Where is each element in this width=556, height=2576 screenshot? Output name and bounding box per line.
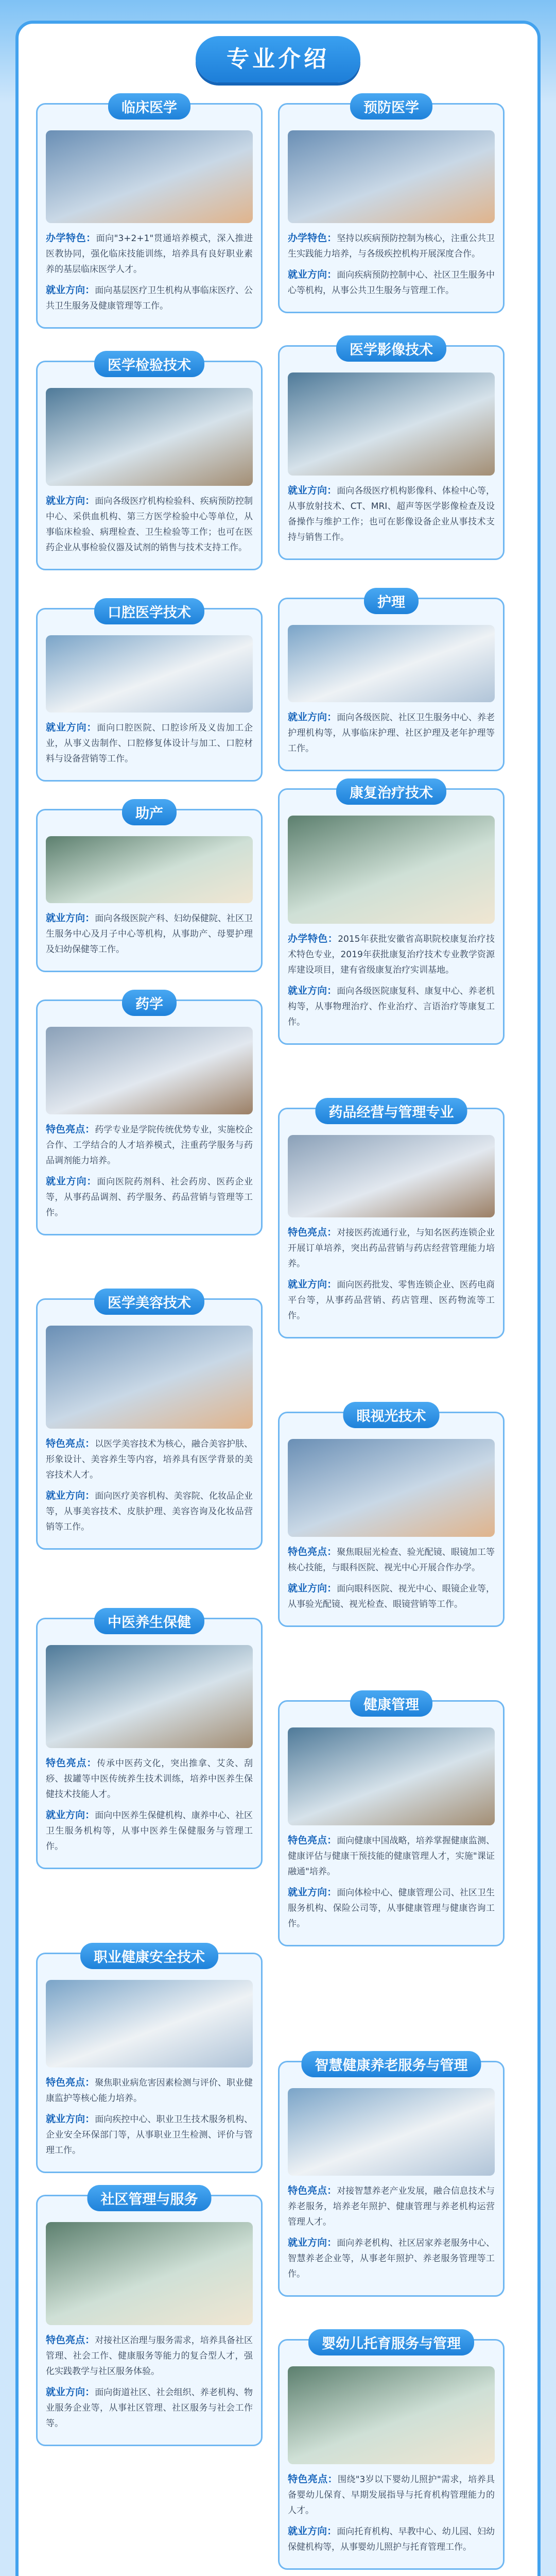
page-title: 专业介绍	[196, 36, 360, 82]
major-paragraph	[288, 1885, 495, 1931]
paragraph-text: 面向各级医疗机构检验科、疾病预防控制中心、采供血机构、第三方医学检验中心等单位，从事临床检验、病理检查、卫生检验等工作；也可在医药企业从事检验仪器及试剂的销售与技术支持工作。	[46, 496, 253, 553]
paragraph-heading: 就业方向：	[46, 1490, 95, 1501]
major-photo	[288, 130, 495, 223]
major-paragraph	[46, 1436, 253, 1483]
major-card	[278, 2336, 505, 2570]
paragraph-text: 面向各级医院产科、妇幼保健院、社区卫生服务中心及月子中心等机构，从事助产、母婴护理及妇幼保健等工作。	[46, 913, 253, 955]
paragraph-heading: 就业方向：	[288, 485, 337, 496]
major-card	[278, 1697, 505, 1946]
paragraph-text: 面向口腔医院、口腔诊所及义齿加工企业，从事义齿制作、口腔修复体设计与加工、口腔材料与设备营销等工作。	[46, 723, 253, 764]
major-card	[36, 806, 263, 972]
major-paragraph	[288, 983, 495, 1030]
major-photo	[288, 2366, 495, 2464]
paragraph-heading: 特色亮点：	[46, 1124, 95, 1135]
major-paragraph	[288, 1225, 495, 1272]
major-photo	[46, 388, 253, 486]
major-paragraph	[46, 1807, 253, 1854]
major-paragraph	[288, 1833, 495, 1879]
major-card	[278, 1409, 505, 1627]
major-photo	[288, 816, 495, 924]
major-card	[36, 100, 263, 329]
paragraph-text: 聚焦职业病危害因素检测与评价、职业健康监护等核心能力培养。	[46, 2078, 253, 2104]
major-title: 婴幼儿托育服务与管理	[308, 2329, 474, 2355]
paragraph-text: 面向体检中心、健康管理公司、社区卫生服务机构、保险公司等，从事健康管理与健康咨询工作。	[288, 1888, 495, 1929]
major-card	[36, 1950, 263, 2173]
major-photo	[46, 635, 253, 713]
paragraph-text: 对接医药流通行业，与知名医药连锁企业开展订单培养，突出药品营销与药店经营管理能力培养。	[288, 1228, 495, 1269]
major-card	[36, 2192, 263, 2446]
paragraph-heading: 就业方向：	[288, 269, 337, 280]
paragraph-heading: 就业方向：	[288, 1583, 337, 1594]
paragraph-text: 面向医院药剂科、社会药房、医药企业等，从事药品调剂、药学服务、药品营销与管理等工作。	[46, 1177, 253, 1218]
paragraph-heading: 就业方向：	[288, 2237, 337, 2248]
paragraph-text: 面向医疗美容机构、美容院、化妆品企业等，从事美容技术、皮肤护理、美容咨询及化妆品营销等工作。	[46, 1491, 253, 1532]
paragraph-heading: 办学特色：	[46, 232, 96, 244]
paragraph-text: 坚持以疾病预防控制为核心，注重公共卫生实践能力培养，与各级疾控机构开展深度合作。	[288, 233, 495, 259]
paragraph-heading: 办学特色：	[288, 933, 338, 944]
major-title: 预防医学	[350, 93, 432, 120]
major-photo	[46, 1980, 253, 2067]
major-title: 临床医学	[108, 93, 190, 120]
paragraph-heading: 就业方向：	[46, 284, 95, 296]
major-paragraph	[288, 2235, 495, 2282]
major-title: 医学影像技术	[336, 335, 446, 362]
major-title: 社区管理与服务	[88, 2185, 212, 2211]
paragraph-text: 面向各级医疗机构影像科、体检中心等，从事放射技术、CT、MRI、超声等医学影像检查及设备操作与维护工作；也可在影像设备企业从事技术支持与销售工作。	[288, 486, 495, 543]
paragraph-heading: 就业方向：	[46, 1809, 95, 1821]
paragraph-heading: 就业方向：	[46, 1176, 97, 1187]
major-title: 医学美容技术	[94, 1289, 204, 1315]
major-photo	[46, 1326, 253, 1429]
major-paragraph	[46, 2332, 253, 2379]
major-paragraph	[288, 709, 495, 756]
major-photo	[46, 1027, 253, 1114]
major-title: 眼视光技术	[343, 1402, 440, 1428]
paragraph-heading: 特色亮点：	[46, 1438, 95, 1449]
paragraph-text: 面向基层医疗卫生机构从事临床医疗、公共卫生服务及健康管理等工作。	[46, 285, 253, 311]
major-card	[36, 358, 263, 570]
paragraph-text: 对接社区治理与服务需求，培养具备社区管理、社会工作、健康服务等能力的复合型人才，强化实践教学与社区服务体验。	[46, 2335, 253, 2377]
paragraph-heading: 特色亮点：	[288, 1835, 337, 1846]
paragraph-heading: 办学特色：	[288, 232, 337, 244]
major-paragraph	[288, 2183, 495, 2230]
paragraph-text: 面向健康中国战略，培养掌握健康监测、健康评估与健康干预技能的健康管理人才，实施"课证融通"培养。	[288, 1836, 495, 1877]
paragraph-heading: 就业方向：	[288, 1279, 337, 1290]
major-photo	[288, 1135, 495, 1217]
paragraph-text: 面向眼科医院、视光中心、眼镜企业等，从事验光配镜、视光检查、眼镜营销等工作。	[288, 1584, 495, 1609]
major-card	[36, 1295, 263, 1550]
major-paragraph	[288, 1277, 495, 1324]
major-title: 康复治疗技术	[336, 778, 446, 805]
major-paragraph	[288, 1544, 495, 1575]
paragraph-text: 面向托育机构、早教中心、幼儿园、妇幼保健机构等，从事婴幼儿照护与托育管理工作。	[288, 2527, 495, 2552]
paragraph-heading: 就业方向：	[288, 2526, 337, 2537]
major-paragraph	[46, 910, 253, 957]
paragraph-heading: 特色亮点：	[288, 1546, 337, 1557]
paragraph-text: 对接智慧养老产业发展，融合信息技术与养老服务，培养老年照护、健康管理与养老机构运营管理人才。	[288, 2186, 495, 2227]
major-title: 智慧健康养老服务与管理	[302, 2051, 481, 2077]
major-card	[278, 100, 505, 313]
major-photo	[288, 625, 495, 702]
major-paragraph	[288, 1581, 495, 1612]
major-paragraph	[46, 493, 253, 555]
major-title: 药学	[122, 990, 177, 1016]
paragraph-heading: 特色亮点：	[46, 2077, 95, 2088]
major-paragraph	[288, 2523, 495, 2555]
paragraph-text: 面向疾控中心、职业卫生技术服务机构、企业安全环保部门等，从事职业卫生检测、评价与管理工作。	[46, 2114, 253, 2156]
paragraph-text: 面向街道社区、社会组织、养老机构、物业服务企业等，从事社区管理、社区服务与社会工作等。	[46, 2387, 253, 2429]
paragraph-text: 面向"3+2+1"贯通培养模式，深入推进医教协同，强化临床技能训练，培养具有良好职业素养的基层临床医学人才。	[46, 233, 253, 275]
paragraph-heading: 就业方向：	[288, 1887, 337, 1898]
major-photo	[46, 130, 253, 223]
major-paragraph	[46, 1122, 253, 1168]
paragraph-heading: 就业方向：	[46, 2113, 95, 2125]
major-photo	[46, 836, 253, 903]
paragraph-text: 面向各级医院、社区卫生服务中心、养老护理机构等，从事临床护理、社区护理及老年护理等工作。	[288, 713, 495, 754]
major-title: 助产	[122, 799, 177, 825]
paragraph-text: 面向中医养生保健机构、康养中心、社区卫生服务机构等，从事中医养生保健服务与管理工作。	[46, 1810, 253, 1852]
major-paragraph	[46, 1755, 253, 1802]
major-title: 口腔医学技术	[94, 598, 204, 624]
paragraph-heading: 特色亮点：	[46, 1757, 97, 1769]
paragraph-heading: 特色亮点：	[288, 2185, 337, 2196]
major-paragraph	[288, 931, 495, 978]
major-paragraph	[288, 230, 495, 262]
major-card	[278, 2058, 505, 2297]
major-photo	[288, 372, 495, 476]
major-card	[278, 342, 505, 560]
major-title: 健康管理	[350, 1690, 432, 1717]
paragraph-heading: 就业方向：	[46, 722, 97, 733]
major-title: 职业健康安全技术	[80, 1943, 218, 1969]
major-paragraph	[46, 230, 253, 277]
major-photo	[288, 1727, 495, 1825]
major-paragraph	[46, 2384, 253, 2431]
major-photo	[288, 2088, 495, 2176]
paragraph-text: 以医学美容技术为核心，融合美容护肤、形象设计、美容养生等内容，培养具有医学背景的美容技术人才。	[46, 1439, 253, 1480]
paragraph-text: 面向医药批发、零售连锁企业、医药电商平台等，从事药品营销、药店管理、医药物流等工作。	[288, 1280, 495, 1321]
major-card	[36, 1615, 263, 1869]
paragraph-text: 传承中医药文化，突出推拿、艾灸、刮痧、拔罐等中医传统养生技术训练，培养中医养生保健技术技能人才。	[46, 1758, 253, 1800]
paragraph-text: 药学专业是学院传统优势专业，实施校企合作、工学结合的人才培养模式，注重药学服务与药品调剂能力培养。	[46, 1125, 253, 1166]
major-card	[36, 996, 263, 1235]
major-paragraph	[288, 483, 495, 545]
major-photo	[46, 2222, 253, 2325]
paragraph-heading: 就业方向：	[288, 711, 337, 723]
major-card	[278, 595, 505, 771]
paragraph-heading: 就业方向：	[46, 912, 95, 924]
major-paragraph	[46, 282, 253, 314]
paragraph-heading: 就业方向：	[288, 985, 337, 996]
major-paragraph	[288, 2471, 495, 2518]
major-title: 护理	[364, 588, 419, 614]
paragraph-heading: 特色亮点：	[288, 2473, 338, 2485]
major-title: 医学检验技术	[94, 351, 204, 377]
major-photo	[46, 1645, 253, 1748]
paragraph-text: 2015年获批安徽省高职院校康复治疗技术特色专业，2019年获批康复治疗技术专业教学资源库建设项目，建有省级康复治疗实训基地。	[288, 934, 495, 975]
major-card	[36, 605, 263, 782]
major-card	[278, 785, 505, 1045]
major-paragraph	[46, 1174, 253, 1221]
paragraph-heading: 特色亮点：	[46, 2334, 95, 2346]
paragraph-text: 面向疾病预防控制中心、社区卫生服务中心等机构，从事公共卫生服务与管理工作。	[288, 270, 495, 296]
major-paragraph	[46, 2075, 253, 2106]
paragraph-text: 围绕"3岁以下婴幼儿照护"需求，培养具备婴幼儿保育、早期发展指导与托育机构管理能力的人才。	[288, 2475, 495, 2516]
paragraph-heading: 特色亮点：	[288, 1227, 337, 1238]
major-paragraph	[46, 720, 253, 767]
major-title: 中医养生保健	[94, 1608, 204, 1634]
major-photo	[288, 1439, 495, 1537]
paragraph-heading: 就业方向：	[46, 2386, 95, 2398]
major-paragraph	[46, 2111, 253, 2158]
major-paragraph	[288, 267, 495, 298]
paragraph-text: 面向各级医院康复科、康复中心、养老机构等，从事物理治疗、作业治疗、言语治疗等康复工作。	[288, 986, 495, 1027]
paragraph-heading: 就业方向：	[46, 495, 95, 506]
major-paragraph	[46, 1488, 253, 1535]
paragraph-text: 面向养老机构、社区居家养老服务中心、智慧养老企业等，从事老年照护、养老服务管理等工作。	[288, 2238, 495, 2279]
paragraph-text: 聚焦眼屈光检查、验光配镜、眼镜加工等核心技能，与眼科医院、视光中心开展合作办学。	[288, 1547, 495, 1573]
major-title: 药品经营与管理专业	[316, 1098, 467, 1124]
major-card	[278, 1105, 505, 1338]
